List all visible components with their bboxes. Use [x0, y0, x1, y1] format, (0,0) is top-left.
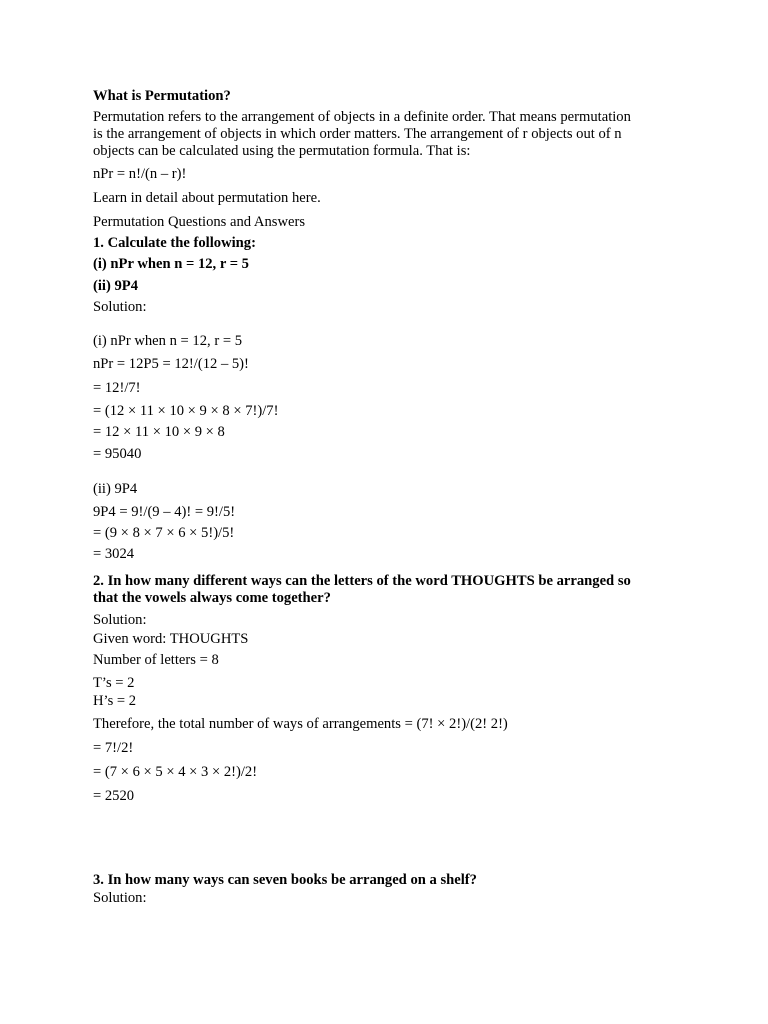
intro-line-1: Permutation refers to the arrangement of objects in a definite order. That means permutation	[93, 109, 631, 125]
q2-line: Therefore, the total number of ways of arrangements = (7! × 2!)/(2! 2!)	[93, 716, 508, 732]
q1-question: 1. Calculate the following:	[93, 235, 256, 251]
permutation-formula: nPr = n!/(n – r)!	[93, 166, 187, 182]
q1-part-i: (i) nPr when n = 12, r = 5	[93, 256, 249, 272]
q1-solution-label: Solution:	[93, 299, 147, 315]
q2-line: T’s = 2	[93, 675, 135, 691]
q2-line: Given word: THOUGHTS	[93, 631, 249, 647]
intro-line-2: is the arrangement of objects in which order matters. The arrangement of r objects out of n	[93, 126, 622, 142]
learn-more-text: Learn in detail about permutation here.	[93, 190, 321, 206]
q3-solution-label: Solution:	[93, 890, 147, 906]
qa-title: Permutation Questions and Answers	[93, 214, 305, 230]
q3-question: 3. In how many ways can seven books be arranged on a shelf?	[93, 872, 477, 888]
q1-sol-ii-line: 9P4 = 9!/(9 – 4)! = 9!/5!	[93, 504, 236, 520]
q1-part-ii: (ii) 9P4	[93, 278, 138, 294]
q1-sol-ii-line: (ii) 9P4	[93, 481, 138, 497]
q1-sol-i-result: = 95040	[93, 446, 142, 462]
q2-line: Number of letters = 8	[93, 652, 219, 668]
q1-sol-i-line: (i) nPr when n = 12, r = 5	[93, 333, 243, 349]
q2-question-line-2: that the vowels always come together?	[93, 590, 331, 606]
intro-line-3: objects can be calculated using the permutation formula. That is:	[93, 143, 471, 159]
q1-sol-i-line: = (12 × 11 × 10 × 9 × 8 × 7!)/7!	[93, 403, 279, 419]
q2-line: H’s = 2	[93, 693, 137, 709]
q1-sol-ii-result: = 3024	[93, 546, 135, 562]
q1-sol-i-line: nPr = 12P5 = 12!/(12 – 5)!	[93, 356, 249, 372]
q2-question-line-1: 2. In how many different ways can the letters of the word THOUGHTS be arranged so	[93, 573, 631, 589]
q2-solution-label: Solution:	[93, 612, 147, 628]
q1-sol-i-line: = 12 × 11 × 10 × 9 × 8	[93, 424, 225, 440]
q2-line: = 7!/2!	[93, 740, 134, 756]
q2-line: = (7 × 6 × 5 × 4 × 3 × 2!)/2!	[93, 764, 258, 780]
page-heading: What is Permutation?	[93, 88, 231, 104]
q2-result: = 2520	[93, 788, 135, 804]
q1-sol-i-line: = 12!/7!	[93, 380, 141, 396]
q1-sol-ii-line: = (9 × 8 × 7 × 6 × 5!)/5!	[93, 525, 235, 541]
